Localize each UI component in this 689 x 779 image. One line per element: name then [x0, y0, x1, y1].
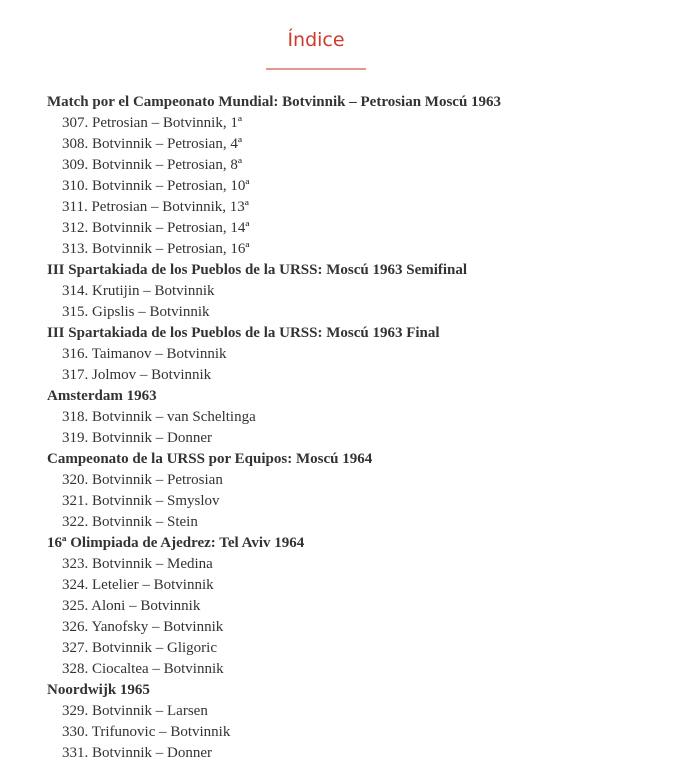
- entry-list: [47, 554, 501, 680]
- section-heading[interactable]: III Spartakiada de los Pueblos de la URSS: Moscú 1963 Semifinal: [47, 262, 468, 278]
- toc-entry-link[interactable]: 309. Botvinnik – Petrosian, 8ª: [62, 157, 242, 173]
- toc-entry-link[interactable]: 314. Krutijin – Botvinnik: [62, 283, 215, 299]
- toc-section: [47, 323, 501, 386]
- toc-section: [47, 92, 501, 260]
- entry-list: [47, 470, 501, 533]
- entry-list: [47, 281, 501, 323]
- toc-entry-link[interactable]: 324. Letelier – Botvinnik: [62, 577, 214, 593]
- toc-section: [47, 449, 501, 533]
- toc-entry-link[interactable]: 307. Petrosian – Botvinnik, 1ª: [62, 115, 242, 131]
- toc-entry-link[interactable]: 322. Botvinnik – Stein: [62, 514, 198, 530]
- toc-entry-link[interactable]: 315. Gipslis – Botvinnik: [62, 304, 210, 320]
- section-heading[interactable]: III Spartakiada de los Pueblos de la URSS: Moscú 1963 Final: [47, 325, 440, 341]
- toc-entry-link[interactable]: 321. Botvinnik – Smyslov: [62, 493, 220, 509]
- toc-entry-link[interactable]: 313. Botvinnik – Petrosian, 16ª: [62, 241, 250, 257]
- toc-entry-link[interactable]: 330. Trifunovic – Botvinnik: [62, 724, 231, 740]
- title-container: [0, 26, 632, 54]
- section-heading[interactable]: Campeonato de la URSS por Equipos: Moscú 1964: [47, 451, 373, 467]
- entry-list: [47, 113, 501, 260]
- page-title: Índice: [287, 29, 345, 51]
- table-of-contents: [47, 92, 501, 764]
- entry-list: [47, 701, 501, 764]
- toc-entry-link[interactable]: 317. Jolmov – Botvinnik: [62, 367, 212, 383]
- toc-entry-link[interactable]: 319. Botvinnik – Donner: [62, 430, 212, 446]
- toc-entry-link[interactable]: 327. Botvinnik – Gligoric: [62, 640, 217, 656]
- toc-section: [47, 260, 501, 323]
- toc-entry-link[interactable]: 326. Yanofsky – Botvinnik: [62, 619, 224, 635]
- toc-entry-link[interactable]: 329. Botvinnik – Larsen: [62, 703, 208, 719]
- toc-entry-link[interactable]: 312. Botvinnik – Petrosian, 14ª: [62, 220, 250, 236]
- toc-entry-link[interactable]: 323. Botvinnik – Medina: [62, 556, 213, 572]
- toc-entry-link[interactable]: 311. Petrosian – Botvinnik, 13ª: [62, 199, 249, 215]
- section-heading[interactable]: Match por el Campeonato Mundial: Botvinnik – Petrosian Moscú 1963: [47, 94, 502, 110]
- toc-entry-link[interactable]: 318. Botvinnik – van Scheltinga: [62, 409, 256, 425]
- toc-entry-link[interactable]: 310. Botvinnik – Petrosian, 10ª: [62, 178, 250, 194]
- toc-section: [47, 680, 501, 764]
- toc-entry-link[interactable]: 328. Ciocaltea – Botvinnik: [62, 661, 224, 677]
- title-underline: [266, 68, 366, 70]
- toc-entry-link[interactable]: 325. Aloni – Botvinnik: [62, 598, 201, 614]
- toc-entry-link[interactable]: 331. Botvinnik – Donner: [62, 745, 212, 761]
- toc-section: [47, 533, 501, 680]
- section-heading[interactable]: Amsterdam 1963: [47, 388, 157, 404]
- section-heading[interactable]: 16ª Olimpiada de Ajedrez: Tel Aviv 1964: [47, 535, 305, 551]
- toc-section: [47, 386, 501, 449]
- section-heading[interactable]: Noordwijk 1965: [47, 682, 150, 698]
- toc-entry-link[interactable]: 316. Taimanov – Botvinnik: [62, 346, 227, 362]
- toc-entry-link[interactable]: 320. Botvinnik – Petrosian: [62, 472, 223, 488]
- entry-list: [47, 407, 501, 449]
- toc-entry-link[interactable]: 308. Botvinnik – Petrosian, 4ª: [62, 136, 242, 152]
- entry-list: [47, 344, 501, 386]
